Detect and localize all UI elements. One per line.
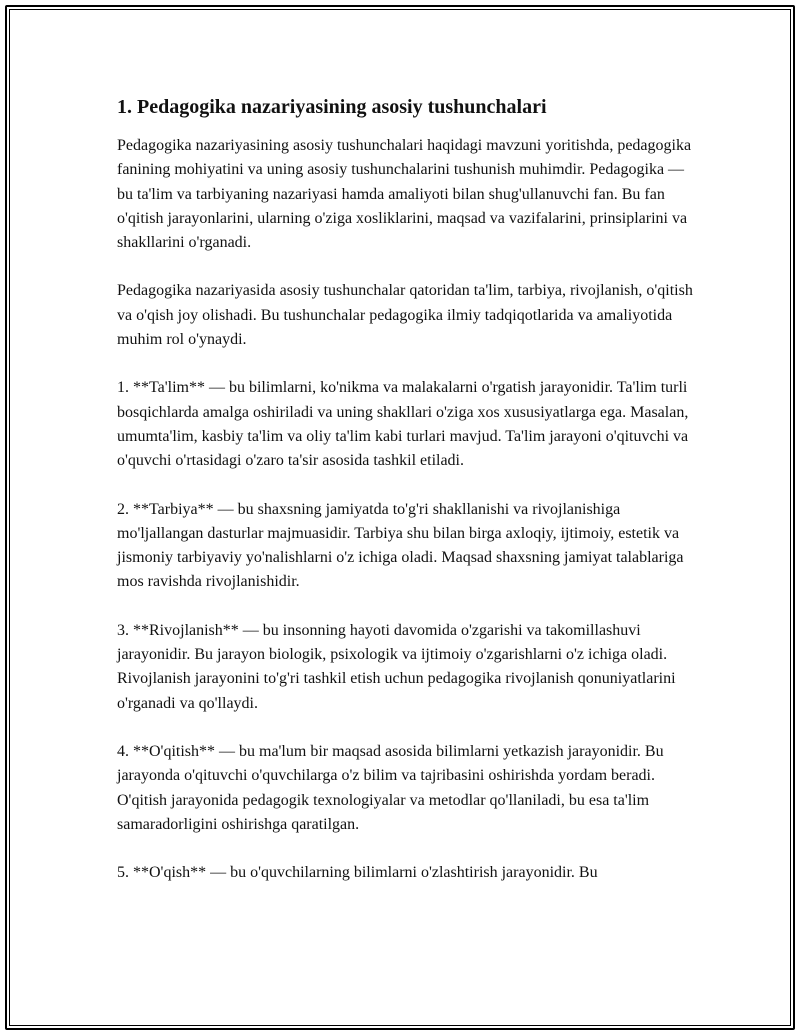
paragraph-talim: 1. **Ta'lim** — bu bilimlarni, ko'nikma va malakalarni o'rgatish jarayonidir. Ta'lim turli bosqichlarda amalga oshiriladi va uning shakllari o'ziga xos xususiyatlarga ega. Masalan, umumta'lim, kasbiy ta'lim va oliy ta'lim kabi turlari mavjud. Ta'lim jarayoni o'qituvchi va o'quvchi o'rtasidagi o'zaro ta'sir asosida tashkil etiladi. <box>117 379 689 470</box>
paragraph-tarbiya: 2. **Tarbiya** — bu shaxsning jamiyatda to'g'ri shakllanishi va rivojlanishiga mo'ljallangan dasturlar majmuasidir. Tarbiya shu bilan birga axloqiy, ijtimoiy, estetik va jismoniy tarbiyaviy yo'nalishlarni o'z ichiga oladi. Maqsad shaxsning jamiyat talablariga mos ravishda rivojlanishidir. <box>117 500 684 591</box>
section-heading: 1. Pedagogika nazariyasining asosiy tushunchalari <box>117 96 547 118</box>
paragraph-oqitish: 4. **O'qitish** — bu ma'lum bir maqsad asosida bilimlarni yetkazish jarayonidir. Bu jarayonda o'qituvchi o'quvchilarga o'z bilim va tajribasini oshirishda yordam beradi. O'qitish jarayonida pedagogik texnologiyalar va metodlar qo'llaniladi, bu esa ta'lim samaradorligini oshirishga qaratilgan. <box>117 742 664 833</box>
paragraph-concepts: Pedagogika nazariyasida asosiy tushunchalar qatoridan ta'lim, tarbiya, rivojlanish, o'qitish va o'qish joy olishadi. Bu tushunchalar pedagogika ilmiy tadqiqotlarida va amaliyotida muhim rol o'ynaydi. <box>117 282 693 349</box>
paragraph-intro: Pedagogika nazariyasining asosiy tushunchalari haqidagi mavzuni yoritishda, pedagogika fanining mohiyatini va uning asosiy tushunchalarini tushunish muhimdir. Pedagogika — bu ta'lim va tarbiyaning nazariyasi hamda amaliyoti bilan shug'ullanuvchi fan. Bu fan o'qitish jarayonlarini, ularning o'ziga xosliklarini, maqsad va vazifalarini, prinsiplarini va shakllarini o'rganadi. <box>117 137 692 252</box>
paragraph-oqish: 5. **O'qish** — bu o'quvchilarning bilimlarni o'zlashtirish jarayonidir. Bu <box>117 864 598 882</box>
document-body <box>117 94 695 909</box>
paragraph-rivojlanish: 3. **Rivojlanish** — bu insonning hayoti davomida o'zgarishi va takomillashuvi jarayonidir. Bu jarayon biologik, psixologik va ijtimoiy o'zgarishlarni o'z ichiga oladi. Rivojlanish jarayonini to'g'ri tashkil etish uchun pedagogika rivojlanish qonuniyatlarini o'rganadi va qo'llaydi. <box>117 621 676 712</box>
